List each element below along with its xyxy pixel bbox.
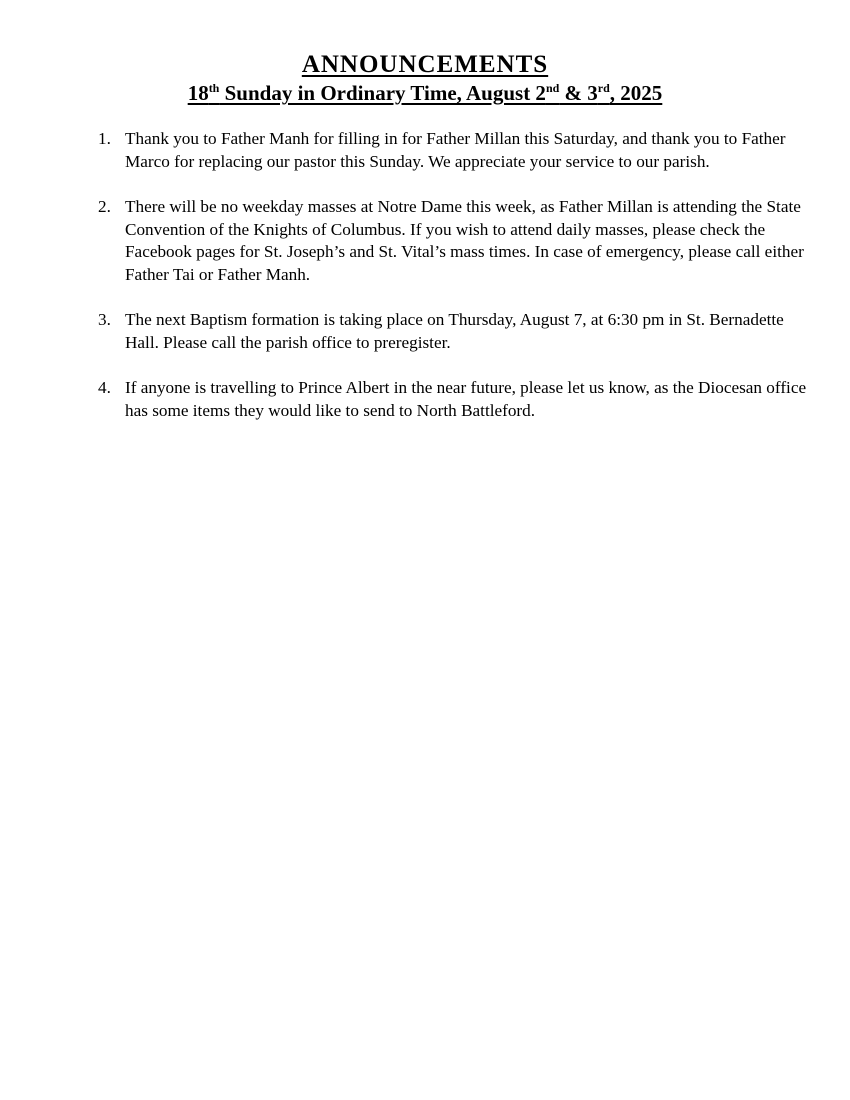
subtitle-part-4: , 2025 bbox=[609, 81, 663, 105]
announcement-item bbox=[98, 377, 808, 422]
announcement-text: Thank you to Father Manh for filling in for Father Millan this Saturday, and thank you to Father Marco for replacing our pastor this Sunday. We appreciate your service to our parish. bbox=[125, 129, 786, 171]
announcement-item bbox=[98, 196, 808, 286]
subtitle-part-3: & 3 bbox=[559, 81, 598, 105]
page-title: ANNOUNCEMENTS bbox=[301, 51, 549, 78]
subtitle-sup-2: nd bbox=[545, 81, 560, 95]
announcement-item bbox=[98, 128, 808, 173]
announcement-text: The next Baptism formation is taking place on Thursday, August 7, at 6:30 pm in St. Bernadette Hall. Please call the parish office to preregister. bbox=[125, 310, 784, 352]
announcement-number: 4. bbox=[98, 378, 111, 397]
announcement-item bbox=[98, 309, 808, 354]
announcement-number: 1. bbox=[98, 129, 111, 148]
announcement-number: 2. bbox=[98, 197, 111, 216]
subtitle-part-2: Sunday in Ordinary Time, August 2 bbox=[219, 81, 546, 105]
announcement-number: 3. bbox=[98, 310, 111, 329]
subtitle-part-1: 18 bbox=[187, 81, 209, 105]
page-subtitle bbox=[0, 80, 850, 106]
announcement-text: If anyone is travelling to Prince Albert in the near future, please let us know, as the Diocesan office has some items they would like to send to North Battleford. bbox=[125, 378, 807, 420]
announcement-list bbox=[98, 128, 808, 445]
subtitle-sup-1: th bbox=[208, 81, 220, 95]
subtitle-sup-3: rd bbox=[597, 81, 610, 95]
document-heading bbox=[0, 50, 850, 106]
announcement-text: There will be no weekday masses at Notre Dame this week, as Father Millan is attending the State Convention of the Knights of Columbus. If you wish to attend daily masses, please check the Facebook pages for St. Joseph’s and St. Vital’s mass times. In case of emergency, please call either Father Tai or Father Manh. bbox=[125, 197, 804, 284]
